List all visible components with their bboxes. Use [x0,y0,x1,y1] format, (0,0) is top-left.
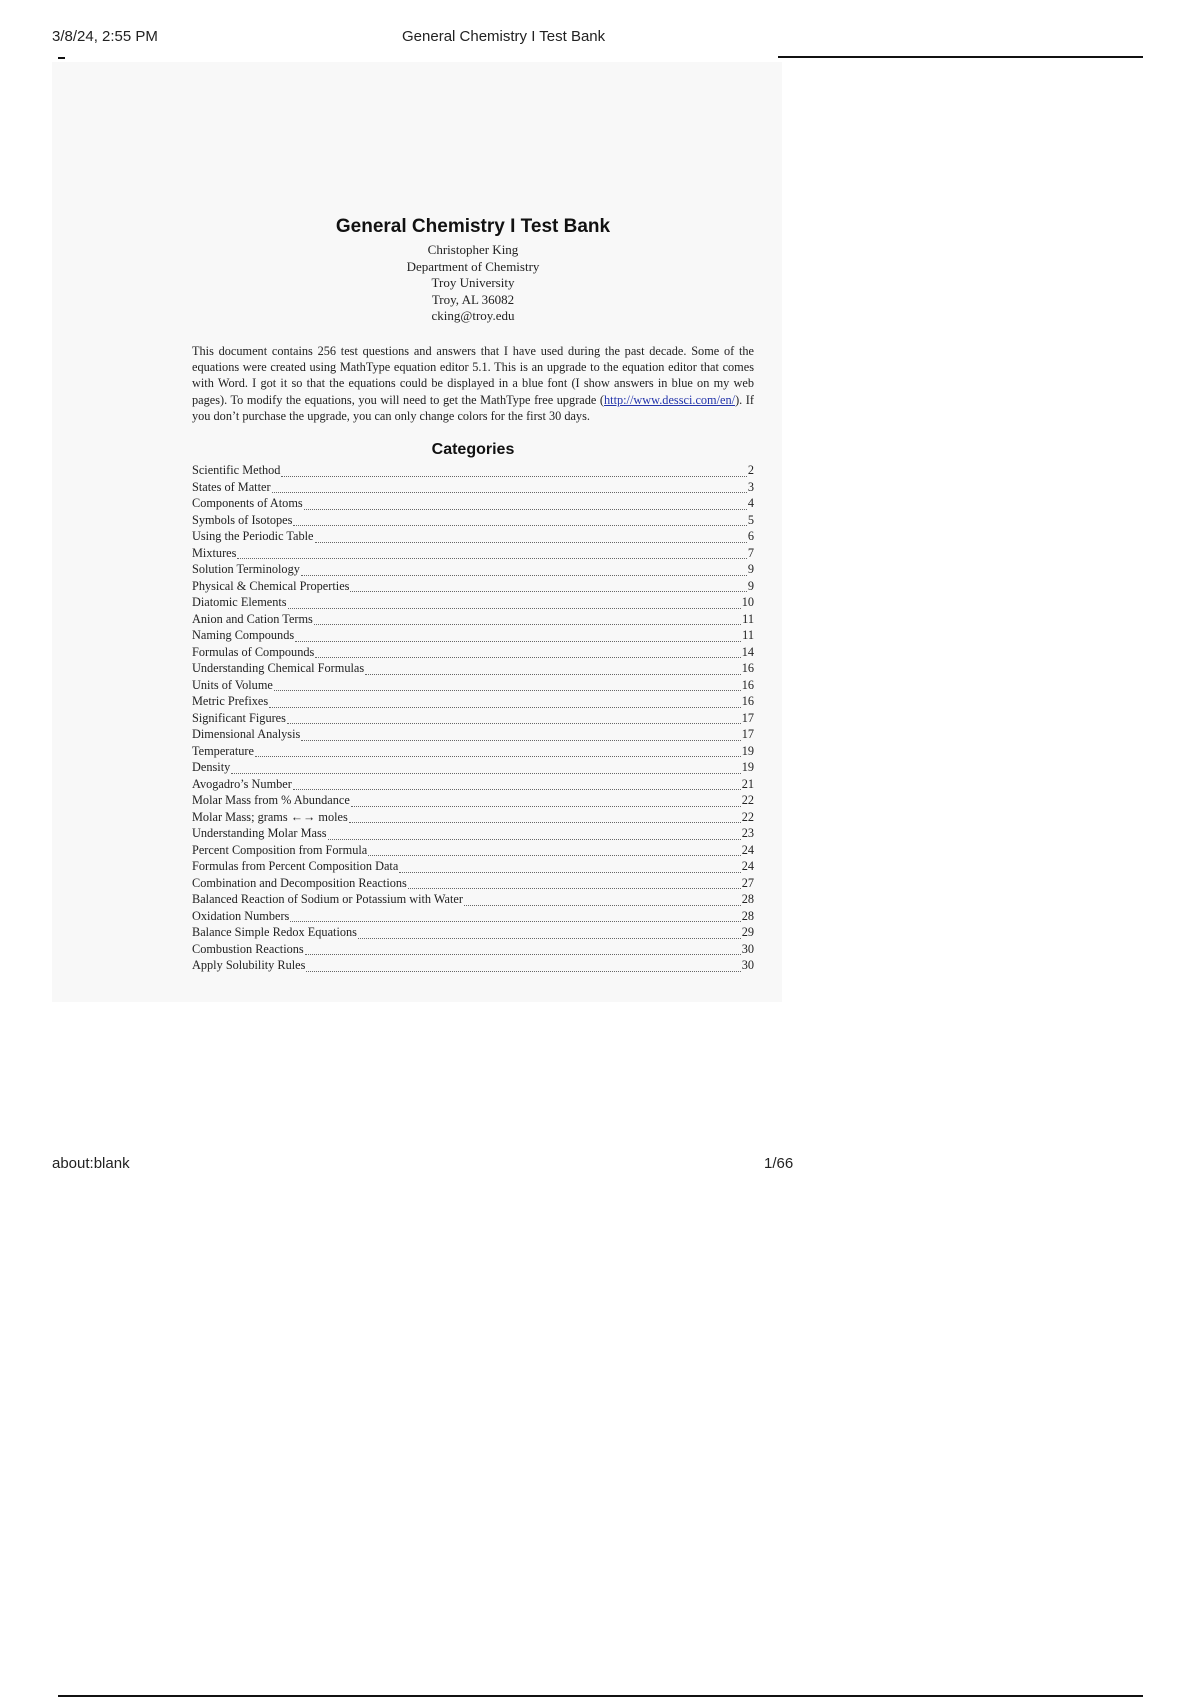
toc-dot-leader [350,581,746,592]
toc-entry-page-number: 24 [741,842,754,857]
header-rule [778,56,1143,58]
author-block [192,242,754,325]
toc-entry[interactable] [192,594,754,611]
toc-entry-page-number: 16 [741,677,754,692]
intro-text-part2: ). If you don’t purchase the upgrade, you can only change colors for the first 30 days. [192,392,754,423]
toc-entry[interactable] [192,908,754,925]
toc-dot-leader [464,895,741,906]
toc-dot-leader [237,548,746,559]
intro-text-part1: This document contains 256 test questions and answers that I have used during the past decade. Some of the equations were created using MathType equation editor 5.1. This is an upgrade to the equation editor that comes with Word. I got it so that the equations could be displayed in a blue font (I show answers in blue on my web pages). To modify the equations, you will need to get the MathType free upgrade ( [192,344,754,407]
print-footer-page-number: 1/66 [764,1155,794,1172]
author-email: cking@troy.edu [431,308,515,323]
toc-entry-page-number: 7 [747,545,754,560]
mathtype-upgrade-link[interactable]: http://www.dessci.com/en/ [604,392,736,407]
toc-entry-label: Components of Atoms [192,496,303,510]
toc-entry-label: Formulas from Percent Composition Data [192,859,399,873]
toc-entry[interactable] [192,924,754,941]
toc-dot-leader [293,515,746,526]
toc-entry[interactable] [192,578,754,595]
toc-entry[interactable] [192,842,754,859]
toc-dot-leader [305,944,741,955]
toc-entry-label: Units of Volume [192,677,273,692]
toc-entry-label: Understanding Molar Mass [192,826,327,840]
toc-entry[interactable] [192,627,754,644]
toc-entry-label: Anion and Cation Terms [192,611,313,626]
toc-entry-label: Molar Mass; grams ←→ moles [192,809,348,824]
toc-entry-label: Scientific Method [192,463,281,477]
author-institution: Troy University [431,275,515,290]
toc-entry-label: States of Matter [192,479,271,494]
toc-dot-leader [306,961,740,972]
toc-entry-page-number: 28 [741,908,754,923]
toc-entry-page-number: 19 [741,743,754,758]
toc-entry-label: Symbols of Isotopes [192,512,293,527]
toc-entry[interactable] [192,875,754,892]
author-department: Department of Chemistry [406,258,540,274]
author-location: Troy, AL 36082 [431,291,515,307]
toc-entry-label: Combination and Decomposition Reactions [192,875,407,890]
toc-entry-page-number: 14 [741,644,754,659]
toc-entry-page-number: 21 [741,776,754,791]
toc-entry[interactable] [192,644,754,661]
toc-entry[interactable] [192,726,754,743]
toc-entry[interactable] [192,693,754,710]
toc-entry-page-number: 27 [741,875,754,890]
toc-entry[interactable] [192,495,754,512]
toc-entry-page-number: 11 [742,628,754,642]
toc-dot-leader [274,680,741,691]
toc-entry-label: Avogadro’s Number [192,776,292,791]
toc-dot-leader [293,779,741,790]
author-name: Christopher King [427,242,519,257]
print-header-date: 3/8/24, 2:55 PM [52,28,158,45]
toc-dot-leader [301,730,740,741]
toc-dot-leader [290,911,740,922]
toc-entry-page-number: 3 [747,479,754,494]
toc-dot-leader [328,829,741,840]
toc-entry-label: Oxidation Numbers [192,908,290,923]
toc-dot-leader [351,796,741,807]
toc-entry-page-number: 17 [741,710,754,725]
toc-entry-page-number: 30 [741,958,754,972]
toc-dot-leader [301,565,747,576]
toc-dot-leader [255,746,741,757]
toc-dot-leader [295,631,741,642]
table-of-contents [192,462,754,974]
print-footer-url: about:blank [52,1155,130,1172]
toc-entry[interactable] [192,528,754,545]
toc-entry-label: Diatomic Elements [192,595,287,609]
toc-entry-page-number: 30 [741,941,754,956]
document-page [52,62,782,1002]
toc-entry-label: Molar Mass from % Abundance [192,793,350,807]
toc-entry-page-number: 23 [741,826,754,840]
footer-rule [58,1695,1143,1697]
toc-entry[interactable] [192,479,754,496]
toc-entry[interactable] [192,611,754,628]
toc-entry-page-number: 5 [747,512,754,527]
toc-dot-leader [269,697,741,708]
toc-entry-label: Physical & Chemical Properties [192,578,350,593]
toc-entry[interactable] [192,743,754,760]
toc-dot-leader [314,614,741,625]
toc-entry-page-number: 17 [741,727,754,741]
toc-entry[interactable] [192,776,754,793]
toc-dot-leader [408,878,741,889]
toc-entry-page-number: 28 [741,892,754,906]
toc-entry-label: Apply Solubility Rules [192,958,306,972]
header-tick-mark [58,57,65,59]
toc-entry-page-number: 2 [747,463,754,477]
toc-dot-leader [231,763,740,774]
toc-entry-page-number: 22 [741,809,754,824]
toc-entry-page-number: 9 [747,578,754,593]
toc-entry-label: Percent Composition from Formula [192,842,368,857]
toc-entry-page-number: 9 [747,562,754,576]
toc-entry[interactable] [192,710,754,727]
toc-dot-leader [349,812,741,823]
print-header-title: General Chemistry I Test Bank [402,28,606,45]
toc-dot-leader [281,466,746,477]
toc-entry-page-number: 11 [742,611,754,626]
toc-entry[interactable] [192,512,754,529]
toc-dot-leader [272,482,747,493]
toc-entry-label: Formulas of Compounds [192,644,315,659]
toc-entry[interactable] [192,677,754,694]
intro-paragraph [192,343,754,424]
categories-heading: Categories [431,441,515,458]
document-title: General Chemistry I Test Bank [335,216,611,237]
toc-entry-label: Balanced Reaction of Sodium or Potassium with Water [192,892,463,906]
toc-dot-leader [399,862,740,873]
toc-dot-leader [287,713,741,724]
toc-entry-page-number: 4 [747,496,754,510]
toc-entry-label: Significant Figures [192,710,286,725]
toc-entry[interactable] [192,825,754,842]
toc-entry-label: Naming Compounds [192,628,295,642]
toc-dot-leader [358,928,741,939]
toc-entry-label: Temperature [192,743,254,758]
toc-entry[interactable] [192,759,754,776]
toc-entry[interactable] [192,858,754,875]
toc-entry-label: Dimensional Analysis [192,727,301,741]
toc-entry[interactable] [192,545,754,562]
toc-entry-page-number: 29 [741,925,754,939]
toc-dot-leader [365,664,741,675]
toc-entry-page-number: 19 [741,760,754,774]
toc-entry-label: Solution Terminology [192,562,300,576]
toc-entry-page-number: 16 [741,661,754,675]
toc-entry[interactable] [192,891,754,908]
toc-entry[interactable] [192,561,754,578]
toc-entry[interactable] [192,941,754,958]
toc-entry-label: Mixtures [192,545,237,560]
toc-dot-leader [315,532,747,543]
toc-entry-label: Metric Prefixes [192,694,269,708]
toc-dot-leader [368,845,740,856]
toc-dot-leader [288,598,741,609]
toc-entry-label: Balance Simple Redox Equations [192,925,357,939]
toc-entry[interactable] [192,792,754,809]
toc-entry-label: Understanding Chemical Formulas [192,661,365,675]
toc-entry-label: Combustion Reactions [192,941,304,956]
toc-entry[interactable] [192,462,754,479]
toc-entry[interactable] [192,809,754,826]
toc-entry-page-number: 24 [741,859,754,873]
toc-dot-leader [315,647,740,658]
toc-entry[interactable] [192,660,754,677]
toc-entry-page-number: 10 [741,595,754,609]
toc-entry[interactable] [192,957,754,974]
toc-dot-leader [304,499,747,510]
toc-entry-label: Using the Periodic Table [192,529,314,543]
toc-entry-label: Density [192,760,231,774]
toc-entry-page-number: 6 [747,529,754,543]
toc-entry-page-number: 16 [741,694,754,708]
toc-entry-page-number: 22 [741,793,754,807]
